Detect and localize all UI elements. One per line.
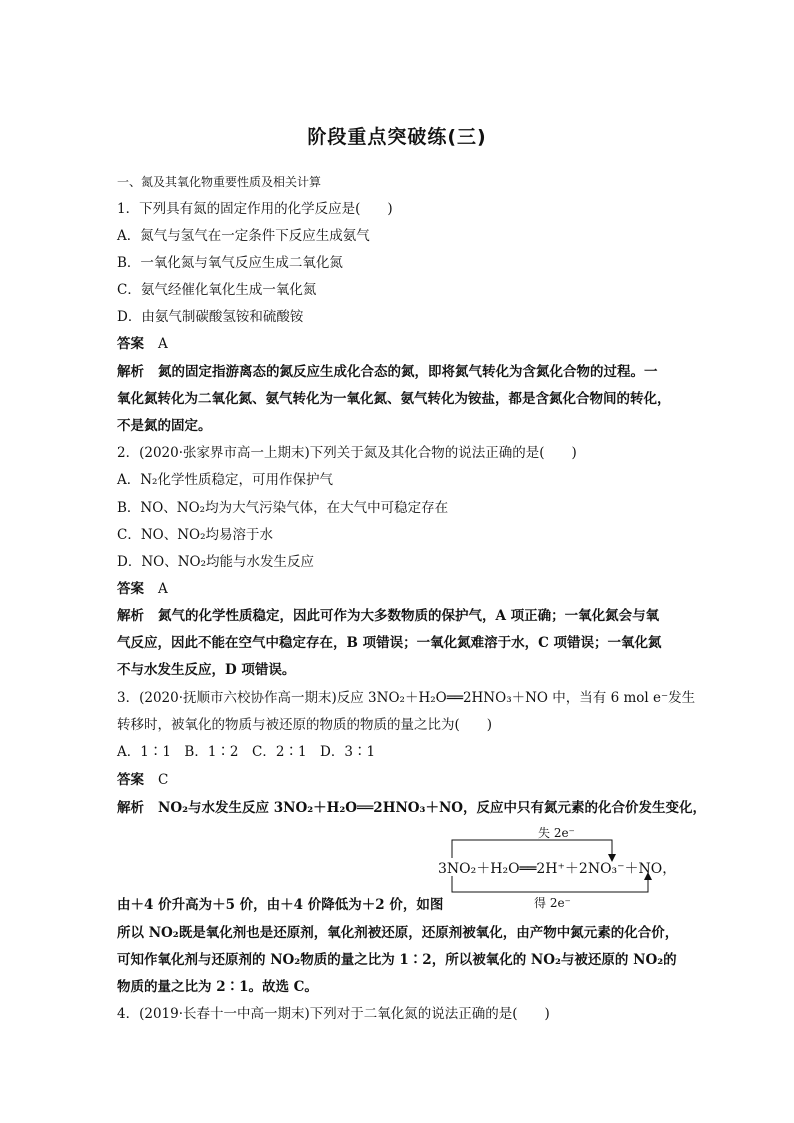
page-title: 阶段重点突破练(三) (307, 126, 487, 148)
q3-analysis-line-5: 物质的量之比为 2∶1。故选 C。 (117, 979, 318, 995)
q2-answer (117, 580, 168, 598)
q3-analysis-line-2: 由＋4 价升高为＋5 价，由＋4 价降低为＋2 价，如图 (117, 897, 444, 913)
q3-analysis-line-4: 可知作氧化剂与还原剂的 NO₂物质的量之比为 1∶2，所以被氧化的 NO₂与被还原的 NO₂的 (117, 952, 677, 968)
q1-option-c: C．氨气经催化氧化生成一氧化氮 (117, 282, 317, 298)
q2-stem: 2．(2020·张家界市高一上期末)下列关于氮及其化合物的说法正确的是( ) (117, 445, 577, 461)
gain-electron-arrow (452, 876, 648, 892)
analysis-label: 解析 (117, 364, 144, 380)
electron-transfer-diagram (430, 822, 682, 912)
ionic-equation: 3NO₂＋H₂O══2H⁺＋2NO₃⁻＋NO， (438, 861, 677, 877)
q2-option-b: B．NO、NO₂均为大气污染气体，在大气中可稳定存在 (117, 500, 449, 516)
q2-option-a: A．N₂化学性质稳定，可用作保护气 (117, 472, 333, 488)
lose-electron-arrow (452, 840, 612, 858)
answer-label: 答案 (117, 581, 144, 597)
analysis-text: 氮的固定指游离态的氮反应生成化合态的氮，即将氮气转化为含氮化合物的过程。一 (158, 364, 658, 380)
answer-value: C (158, 772, 169, 788)
q1-analysis-line-3: 不是氮的固定。 (117, 418, 212, 434)
answer-label: 答案 (117, 336, 144, 352)
q2-analysis-line-1 (117, 607, 659, 625)
q1-analysis-line-2: 氧化氮转化为二氧化氮、氨气转化为一氧化氮、氨气转化为铵盐，都是含氮化合物间的转化， (117, 391, 671, 407)
q2-analysis-line-3: 不与水发生反应，D 项错误。 (117, 662, 296, 678)
q3-stem-line-2: 转移时，被氧化的物质与被还原的物质的物质的量之比为( ) (117, 717, 493, 733)
q1-option-a: A．氮气与氢气在一定条件下反应生成氨气 (117, 228, 370, 244)
q3-analysis-line-1 (117, 799, 706, 817)
q2-analysis-line-2: 气反应，因此不能在空气中稳定存在，B 项错误；一氧化氮难溶于水，C 项错误；一氧化氮 (117, 635, 662, 651)
analysis-label: 解析 (117, 800, 144, 816)
q4-stem: 4．(2019·长春十一中高一期末)下列对于二氧化氮的说法正确的是( ) (117, 1006, 550, 1022)
gain-electron-label: 得 2e⁻ (534, 896, 571, 910)
q1-option-d: D．由氨气制碳酸氢铵和硫酸铵 (117, 309, 304, 325)
q1-answer (117, 335, 168, 353)
lose-electron-label: 失 2e⁻ (538, 826, 575, 840)
answer-value: A (158, 581, 168, 597)
q2-option-d: D．NO、NO₂均能与水发生反应 (117, 554, 314, 570)
q3-stem-line-1: 3．(2020·抚顺市六校协作高一期末)反应 3NO₂＋H₂O══2HNO₃＋NO 中，当有 6 mol e⁻发生 (117, 690, 696, 706)
q1-analysis-line-1 (117, 363, 658, 381)
answer-label: 答案 (117, 772, 144, 788)
answer-value: A (158, 336, 168, 352)
q3-answer (117, 771, 168, 789)
q1-option-b: B．一氧化氮与氧气反应生成二氧化氮 (117, 255, 343, 271)
section-heading: 一、氮及其氧化物重要性质及相关计算 (117, 175, 322, 189)
q2-option-c: C．NO、NO₂均易溶于水 (117, 527, 274, 543)
q3-options: A．1∶1 B．1∶2 C．2∶1 D．3∶1 (117, 744, 376, 760)
q1-stem: 1．下列具有氮的固定作用的化学反应是( ) (117, 201, 393, 217)
q3-analysis-line-3: 所以 NO₂既是氧化剂也是还原剂，氧化剂被还原，还原剂被氧化，由产物中氮元素的化合价， (117, 925, 679, 941)
analysis-text: 氮气的化学性质稳定，因此可作为大多数物质的保护气，A 项正确；一氧化氮会与氧 (158, 608, 660, 624)
analysis-label: 解析 (117, 608, 144, 624)
analysis-text: NO₂与水发生反应 3NO₂＋H₂O══2HNO₃＋NO，反应中只有氮元素的化合价发生变化， (158, 800, 707, 816)
